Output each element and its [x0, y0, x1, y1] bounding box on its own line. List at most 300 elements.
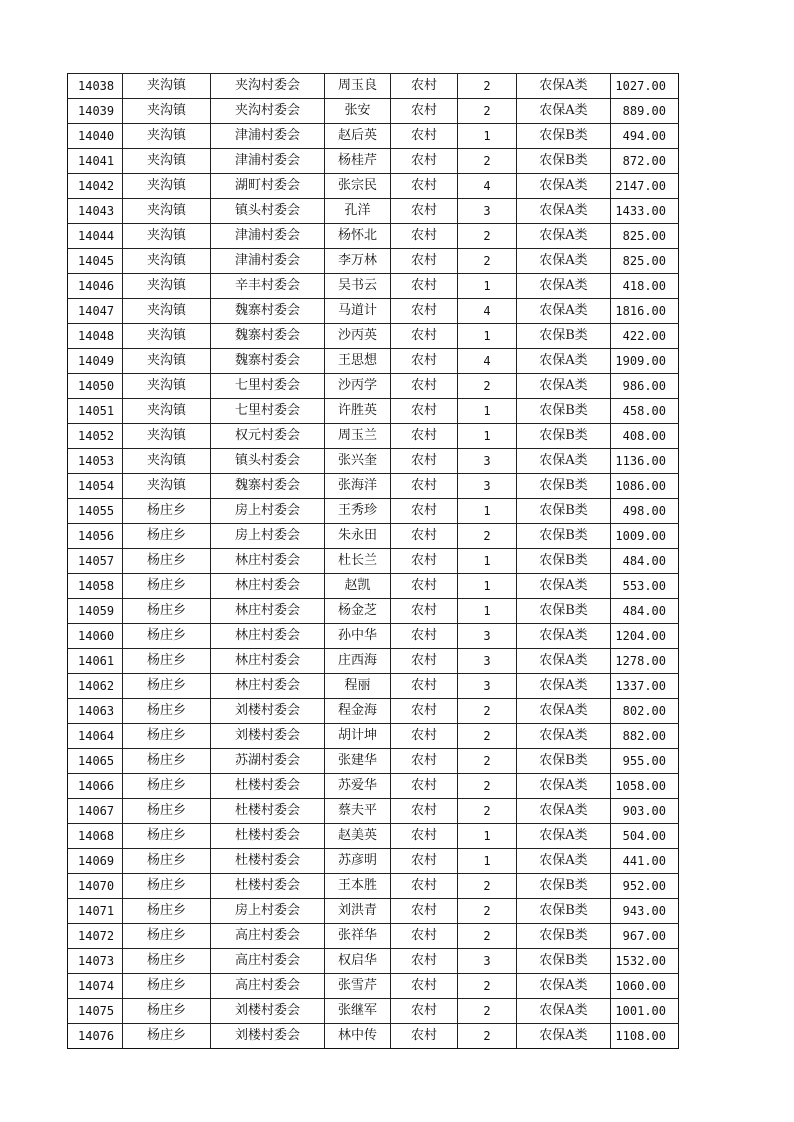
- insurance-category-cell: 农保A类: [517, 99, 611, 124]
- person-name-cell: 杨金芝: [325, 599, 391, 624]
- village-committee-cell: 魏寨村委会: [211, 349, 325, 374]
- township-cell: 杨庄乡: [123, 649, 211, 674]
- person-name-cell: 张安: [325, 99, 391, 124]
- area-type-cell: 农村: [391, 649, 458, 674]
- township-cell: 杨庄乡: [123, 549, 211, 574]
- insurance-category-cell: 农保A类: [517, 1024, 611, 1049]
- area-type-cell: 农村: [391, 724, 458, 749]
- township-cell: 杨庄乡: [123, 824, 211, 849]
- person-name-cell: 沙丙学: [325, 374, 391, 399]
- amount-cell: 825.00: [611, 224, 679, 249]
- amount-cell: 504.00: [611, 824, 679, 849]
- person-name-cell: 孙中华: [325, 624, 391, 649]
- area-type-cell: 农村: [391, 749, 458, 774]
- record-id-cell: 14064: [68, 724, 123, 749]
- table-row: [68, 149, 679, 174]
- township-cell: 夹沟镇: [123, 174, 211, 199]
- amount-cell: 484.00: [611, 599, 679, 624]
- table-row: [68, 374, 679, 399]
- insurance-category-cell: 农保A类: [517, 724, 611, 749]
- township-cell: 夹沟镇: [123, 299, 211, 324]
- village-committee-cell: 林庄村委会: [211, 574, 325, 599]
- insurance-category-cell: 农保A类: [517, 574, 611, 599]
- records-table: [67, 73, 679, 1049]
- amount-cell: 1337.00: [611, 674, 679, 699]
- township-cell: 杨庄乡: [123, 799, 211, 824]
- table-row: [68, 74, 679, 99]
- table-row: [68, 824, 679, 849]
- area-type-cell: 农村: [391, 524, 458, 549]
- person-name-cell: 杨桂芹: [325, 149, 391, 174]
- person-name-cell: 许胜英: [325, 399, 391, 424]
- area-type-cell: 农村: [391, 899, 458, 924]
- area-type-cell: 农村: [391, 424, 458, 449]
- village-committee-cell: 湖町村委会: [211, 174, 325, 199]
- amount-cell: 1027.00: [611, 74, 679, 99]
- person-name-cell: 张建华: [325, 749, 391, 774]
- village-committee-cell: 津浦村委会: [211, 124, 325, 149]
- household-count-cell: 1: [458, 274, 517, 299]
- township-cell: 夹沟镇: [123, 324, 211, 349]
- household-count-cell: 2: [458, 799, 517, 824]
- village-committee-cell: 权元村委会: [211, 424, 325, 449]
- insurance-category-cell: 农保A类: [517, 849, 611, 874]
- insurance-category-cell: 农保A类: [517, 624, 611, 649]
- person-name-cell: 张兴奎: [325, 449, 391, 474]
- area-type-cell: 农村: [391, 1024, 458, 1049]
- amount-cell: 967.00: [611, 924, 679, 949]
- person-name-cell: 张海洋: [325, 474, 391, 499]
- township-cell: 夹沟镇: [123, 374, 211, 399]
- area-type-cell: 农村: [391, 449, 458, 474]
- person-name-cell: 朱永田: [325, 524, 391, 549]
- record-id-cell: 14076: [68, 1024, 123, 1049]
- amount-cell: 1001.00: [611, 999, 679, 1024]
- village-committee-cell: 杜楼村委会: [211, 799, 325, 824]
- insurance-category-cell: 农保A类: [517, 674, 611, 699]
- township-cell: 夹沟镇: [123, 249, 211, 274]
- area-type-cell: 农村: [391, 324, 458, 349]
- area-type-cell: 农村: [391, 199, 458, 224]
- household-count-cell: 2: [458, 874, 517, 899]
- area-type-cell: 农村: [391, 74, 458, 99]
- township-cell: 杨庄乡: [123, 874, 211, 899]
- record-id-cell: 14061: [68, 649, 123, 674]
- insurance-category-cell: 农保B类: [517, 149, 611, 174]
- amount-cell: 1433.00: [611, 199, 679, 224]
- insurance-category-cell: 农保B类: [517, 924, 611, 949]
- household-count-cell: 2: [458, 224, 517, 249]
- table-row: [68, 99, 679, 124]
- amount-cell: 408.00: [611, 424, 679, 449]
- person-name-cell: 权启华: [325, 949, 391, 974]
- area-type-cell: 农村: [391, 599, 458, 624]
- record-id-cell: 14050: [68, 374, 123, 399]
- person-name-cell: 孔洋: [325, 199, 391, 224]
- village-committee-cell: 杜楼村委会: [211, 849, 325, 874]
- insurance-category-cell: 农保A类: [517, 974, 611, 999]
- insurance-category-cell: 农保B类: [517, 499, 611, 524]
- record-id-cell: 14048: [68, 324, 123, 349]
- person-name-cell: 沙丙英: [325, 324, 391, 349]
- township-cell: 杨庄乡: [123, 624, 211, 649]
- person-name-cell: 苏彦明: [325, 849, 391, 874]
- person-name-cell: 马道计: [325, 299, 391, 324]
- household-count-cell: 2: [458, 74, 517, 99]
- table-row: [68, 849, 679, 874]
- record-id-cell: 14043: [68, 199, 123, 224]
- village-committee-cell: 辛丰村委会: [211, 274, 325, 299]
- table-row: [68, 524, 679, 549]
- area-type-cell: 农村: [391, 499, 458, 524]
- person-name-cell: 赵凯: [325, 574, 391, 599]
- table-row: [68, 299, 679, 324]
- area-type-cell: 农村: [391, 349, 458, 374]
- area-type-cell: 农村: [391, 699, 458, 724]
- person-name-cell: 吴书云: [325, 274, 391, 299]
- table-row: [68, 624, 679, 649]
- insurance-category-cell: 农保A类: [517, 224, 611, 249]
- area-type-cell: 农村: [391, 99, 458, 124]
- household-count-cell: 1: [458, 399, 517, 424]
- household-count-cell: 3: [458, 674, 517, 699]
- table-row: [68, 974, 679, 999]
- township-cell: 夹沟镇: [123, 399, 211, 424]
- area-type-cell: 农村: [391, 924, 458, 949]
- insurance-category-cell: 农保A类: [517, 449, 611, 474]
- table-row: [68, 674, 679, 699]
- amount-cell: 1816.00: [611, 299, 679, 324]
- person-name-cell: 张雪芹: [325, 974, 391, 999]
- record-id-cell: 14039: [68, 99, 123, 124]
- record-id-cell: 14063: [68, 699, 123, 724]
- person-name-cell: 王本胜: [325, 874, 391, 899]
- person-name-cell: 张祥华: [325, 924, 391, 949]
- record-id-cell: 14056: [68, 524, 123, 549]
- record-id-cell: 14068: [68, 824, 123, 849]
- village-committee-cell: 魏寨村委会: [211, 299, 325, 324]
- area-type-cell: 农村: [391, 849, 458, 874]
- amount-cell: 952.00: [611, 874, 679, 899]
- village-committee-cell: 魏寨村委会: [211, 324, 325, 349]
- table-row: [68, 499, 679, 524]
- table-row: [68, 699, 679, 724]
- amount-cell: 872.00: [611, 149, 679, 174]
- village-committee-cell: 七里村委会: [211, 399, 325, 424]
- amount-cell: 498.00: [611, 499, 679, 524]
- household-count-cell: 4: [458, 349, 517, 374]
- person-name-cell: 程丽: [325, 674, 391, 699]
- insurance-category-cell: 农保B类: [517, 874, 611, 899]
- area-type-cell: 农村: [391, 249, 458, 274]
- insurance-category-cell: 农保A类: [517, 349, 611, 374]
- table-row: [68, 199, 679, 224]
- person-name-cell: 赵后英: [325, 124, 391, 149]
- area-type-cell: 农村: [391, 949, 458, 974]
- township-cell: 杨庄乡: [123, 974, 211, 999]
- household-count-cell: 2: [458, 774, 517, 799]
- household-count-cell: 3: [458, 474, 517, 499]
- household-count-cell: 2: [458, 374, 517, 399]
- table-row: [68, 724, 679, 749]
- household-count-cell: 2: [458, 249, 517, 274]
- household-count-cell: 1: [458, 824, 517, 849]
- amount-cell: 422.00: [611, 324, 679, 349]
- village-committee-cell: 七里村委会: [211, 374, 325, 399]
- table-row: [68, 774, 679, 799]
- person-name-cell: 蔡夫平: [325, 799, 391, 824]
- record-id-cell: 14055: [68, 499, 123, 524]
- person-name-cell: 王秀珍: [325, 499, 391, 524]
- person-name-cell: 林中传: [325, 1024, 391, 1049]
- township-cell: 夹沟镇: [123, 474, 211, 499]
- table-row: [68, 174, 679, 199]
- area-type-cell: 农村: [391, 999, 458, 1024]
- record-id-cell: 14075: [68, 999, 123, 1024]
- household-count-cell: 3: [458, 649, 517, 674]
- township-cell: 杨庄乡: [123, 849, 211, 874]
- table-row: [68, 249, 679, 274]
- village-committee-cell: 镇头村委会: [211, 199, 325, 224]
- township-cell: 杨庄乡: [123, 699, 211, 724]
- insurance-category-cell: 农保B类: [517, 474, 611, 499]
- village-committee-cell: 镇头村委会: [211, 449, 325, 474]
- household-count-cell: 2: [458, 149, 517, 174]
- village-committee-cell: 林庄村委会: [211, 599, 325, 624]
- village-committee-cell: 高庄村委会: [211, 974, 325, 999]
- person-name-cell: 庄西海: [325, 649, 391, 674]
- amount-cell: 955.00: [611, 749, 679, 774]
- amount-cell: 484.00: [611, 549, 679, 574]
- village-committee-cell: 房上村委会: [211, 899, 325, 924]
- table-row: [68, 399, 679, 424]
- village-committee-cell: 夹沟村委会: [211, 74, 325, 99]
- area-type-cell: 农村: [391, 174, 458, 199]
- table-row: [68, 1024, 679, 1049]
- township-cell: 杨庄乡: [123, 774, 211, 799]
- village-committee-cell: 高庄村委会: [211, 949, 325, 974]
- table-row: [68, 224, 679, 249]
- table-body: [68, 74, 679, 1049]
- household-count-cell: 2: [458, 99, 517, 124]
- person-name-cell: 王思想: [325, 349, 391, 374]
- household-count-cell: 2: [458, 749, 517, 774]
- table-row: [68, 924, 679, 949]
- insurance-category-cell: 农保A类: [517, 774, 611, 799]
- area-type-cell: 农村: [391, 824, 458, 849]
- table-row: [68, 899, 679, 924]
- village-committee-cell: 刘楼村委会: [211, 999, 325, 1024]
- insurance-category-cell: 农保A类: [517, 174, 611, 199]
- amount-cell: 889.00: [611, 99, 679, 124]
- record-id-cell: 14073: [68, 949, 123, 974]
- record-id-cell: 14070: [68, 874, 123, 899]
- insurance-category-cell: 农保A类: [517, 299, 611, 324]
- household-count-cell: 1: [458, 549, 517, 574]
- township-cell: 夹沟镇: [123, 124, 211, 149]
- record-id-cell: 14071: [68, 899, 123, 924]
- amount-cell: 441.00: [611, 849, 679, 874]
- amount-cell: 986.00: [611, 374, 679, 399]
- person-name-cell: 苏爱华: [325, 774, 391, 799]
- table-row: [68, 474, 679, 499]
- person-name-cell: 周玉良: [325, 74, 391, 99]
- record-id-cell: 14041: [68, 149, 123, 174]
- township-cell: 杨庄乡: [123, 1024, 211, 1049]
- area-type-cell: 农村: [391, 399, 458, 424]
- area-type-cell: 农村: [391, 774, 458, 799]
- table-row: [68, 874, 679, 899]
- village-committee-cell: 津浦村委会: [211, 224, 325, 249]
- household-count-cell: 2: [458, 699, 517, 724]
- record-id-cell: 14069: [68, 849, 123, 874]
- amount-cell: 1086.00: [611, 474, 679, 499]
- insurance-category-cell: 农保A类: [517, 824, 611, 849]
- village-committee-cell: 杜楼村委会: [211, 774, 325, 799]
- township-cell: 夹沟镇: [123, 224, 211, 249]
- table-row: [68, 424, 679, 449]
- table-row: [68, 274, 679, 299]
- table-row: [68, 549, 679, 574]
- insurance-category-cell: 农保B类: [517, 599, 611, 624]
- person-name-cell: 张继军: [325, 999, 391, 1024]
- record-id-cell: 14058: [68, 574, 123, 599]
- township-cell: 杨庄乡: [123, 674, 211, 699]
- area-type-cell: 农村: [391, 474, 458, 499]
- household-count-cell: 1: [458, 124, 517, 149]
- village-committee-cell: 林庄村委会: [211, 624, 325, 649]
- household-count-cell: 2: [458, 999, 517, 1024]
- area-type-cell: 农村: [391, 299, 458, 324]
- village-committee-cell: 魏寨村委会: [211, 474, 325, 499]
- village-committee-cell: 刘楼村委会: [211, 699, 325, 724]
- person-name-cell: 赵美英: [325, 824, 391, 849]
- village-committee-cell: 林庄村委会: [211, 549, 325, 574]
- area-type-cell: 农村: [391, 674, 458, 699]
- township-cell: 杨庄乡: [123, 949, 211, 974]
- amount-cell: 1136.00: [611, 449, 679, 474]
- table-row: [68, 649, 679, 674]
- record-id-cell: 14057: [68, 549, 123, 574]
- township-cell: 夹沟镇: [123, 349, 211, 374]
- insurance-category-cell: 农保A类: [517, 999, 611, 1024]
- person-name-cell: 杨怀北: [325, 224, 391, 249]
- record-id-cell: 14040: [68, 124, 123, 149]
- household-count-cell: 3: [458, 449, 517, 474]
- area-type-cell: 农村: [391, 624, 458, 649]
- record-id-cell: 14047: [68, 299, 123, 324]
- amount-cell: 825.00: [611, 249, 679, 274]
- record-id-cell: 14052: [68, 424, 123, 449]
- record-id-cell: 14072: [68, 924, 123, 949]
- village-committee-cell: 房上村委会: [211, 499, 325, 524]
- insurance-category-cell: 农保B类: [517, 749, 611, 774]
- record-id-cell: 14044: [68, 224, 123, 249]
- area-type-cell: 农村: [391, 799, 458, 824]
- insurance-category-cell: 农保A类: [517, 699, 611, 724]
- amount-cell: 1009.00: [611, 524, 679, 549]
- record-id-cell: 14065: [68, 749, 123, 774]
- record-id-cell: 14062: [68, 674, 123, 699]
- village-committee-cell: 刘楼村委会: [211, 1024, 325, 1049]
- insurance-category-cell: 农保A类: [517, 199, 611, 224]
- area-type-cell: 农村: [391, 224, 458, 249]
- table-row: [68, 124, 679, 149]
- record-id-cell: 14067: [68, 799, 123, 824]
- insurance-category-cell: 农保B类: [517, 899, 611, 924]
- insurance-category-cell: 农保B类: [517, 399, 611, 424]
- insurance-category-cell: 农保B类: [517, 949, 611, 974]
- township-cell: 杨庄乡: [123, 574, 211, 599]
- record-id-cell: 14049: [68, 349, 123, 374]
- insurance-category-cell: 农保A类: [517, 274, 611, 299]
- township-cell: 杨庄乡: [123, 749, 211, 774]
- household-count-cell: 4: [458, 174, 517, 199]
- record-id-cell: 14051: [68, 399, 123, 424]
- household-count-cell: 1: [458, 599, 517, 624]
- area-type-cell: 农村: [391, 274, 458, 299]
- table-row: [68, 999, 679, 1024]
- area-type-cell: 农村: [391, 149, 458, 174]
- village-committee-cell: 杜楼村委会: [211, 874, 325, 899]
- household-count-cell: 1: [458, 499, 517, 524]
- insurance-category-cell: 农保B类: [517, 424, 611, 449]
- household-count-cell: 2: [458, 724, 517, 749]
- area-type-cell: 农村: [391, 374, 458, 399]
- amount-cell: 2147.00: [611, 174, 679, 199]
- household-count-cell: 2: [458, 524, 517, 549]
- amount-cell: 418.00: [611, 274, 679, 299]
- person-name-cell: 张宗民: [325, 174, 391, 199]
- village-committee-cell: 杜楼村委会: [211, 824, 325, 849]
- amount-cell: 1532.00: [611, 949, 679, 974]
- amount-cell: 882.00: [611, 724, 679, 749]
- amount-cell: 1278.00: [611, 649, 679, 674]
- person-name-cell: 周玉兰: [325, 424, 391, 449]
- village-committee-cell: 夹沟村委会: [211, 99, 325, 124]
- village-committee-cell: 津浦村委会: [211, 249, 325, 274]
- insurance-category-cell: 农保B类: [517, 524, 611, 549]
- record-id-cell: 14074: [68, 974, 123, 999]
- household-count-cell: 2: [458, 899, 517, 924]
- household-count-cell: 1: [458, 424, 517, 449]
- household-count-cell: 2: [458, 924, 517, 949]
- record-id-cell: 14045: [68, 249, 123, 274]
- table-row: [68, 449, 679, 474]
- township-cell: 夹沟镇: [123, 199, 211, 224]
- amount-cell: 494.00: [611, 124, 679, 149]
- table-row: [68, 349, 679, 374]
- person-name-cell: 刘洪青: [325, 899, 391, 924]
- household-count-cell: 2: [458, 974, 517, 999]
- insurance-category-cell: 农保B类: [517, 324, 611, 349]
- household-count-cell: 1: [458, 574, 517, 599]
- area-type-cell: 农村: [391, 874, 458, 899]
- record-id-cell: 14059: [68, 599, 123, 624]
- village-committee-cell: 高庄村委会: [211, 924, 325, 949]
- table-row: [68, 599, 679, 624]
- table-row: [68, 949, 679, 974]
- township-cell: 杨庄乡: [123, 599, 211, 624]
- amount-cell: 943.00: [611, 899, 679, 924]
- record-id-cell: 14046: [68, 274, 123, 299]
- record-id-cell: 14066: [68, 774, 123, 799]
- insurance-category-cell: 农保A类: [517, 249, 611, 274]
- household-count-cell: 3: [458, 199, 517, 224]
- amount-cell: 1108.00: [611, 1024, 679, 1049]
- township-cell: 杨庄乡: [123, 999, 211, 1024]
- township-cell: 夹沟镇: [123, 449, 211, 474]
